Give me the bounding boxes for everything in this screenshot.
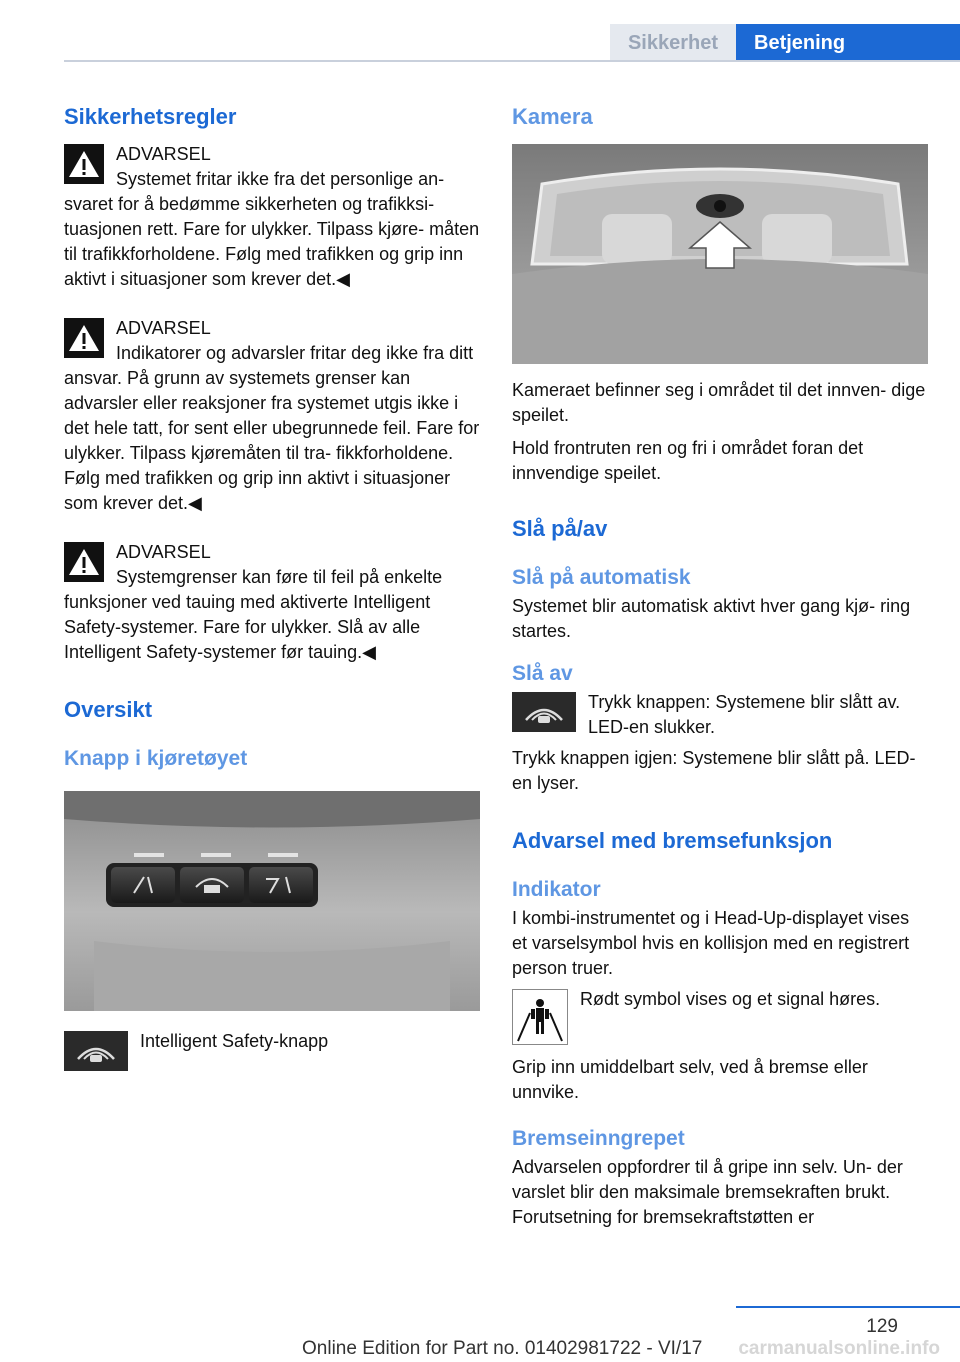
warning-text-first: Indikatorer og advarsler fritar deg ikke fra	[116, 343, 445, 363]
header-tab-section-label: Sikkerhet	[627, 31, 719, 54]
camera-text-1: Kameraet befinner seg i området til det innven‐ dige speilet.	[512, 380, 926, 425]
heading-on-off: Slå på/av	[512, 516, 608, 541]
intelligent-safety-icon	[64, 1031, 128, 1071]
heading-overview: Oversikt	[64, 697, 153, 722]
warning-text-first: Systemgrenser kan føre til feil på enkelte	[116, 567, 443, 587]
grip-text: Grip inn umiddelbart selv, ved å bremse eller unnvike.	[512, 1057, 868, 1102]
warning-block-2	[64, 316, 480, 516]
warning-icon	[64, 542, 104, 582]
button-caption-row	[64, 1031, 480, 1071]
warning-text	[64, 341, 480, 516]
warning-label: ADVARSEL	[116, 318, 211, 338]
heading-brake-warning: Advarsel med bremsefunksjon	[512, 828, 833, 853]
warning-icon	[64, 144, 104, 184]
heading-off: Slå av	[512, 662, 573, 685]
indicator-text: I kombi-instrumentet og i Head-Up-displayet vises et varselsymbol hvis en kollisjon med en registrert person truer.	[512, 908, 910, 978]
left-column	[64, 100, 480, 1071]
warning-text-rest: svaret for å bedømme sikkerheten og trafikksi‐ tuasjonen rett. Fare for ulykker. Tilpass kjøre‐ måten til trafikkforholdene. Følg med trafikken og grip inn aktivt i situasjoner som krever det.◀	[64, 194, 480, 289]
brake-text: Advarselen oppfordrer til å gripe inn selv. Un‐ der varslet blir den maksimale bremsekraften brukt. Forutsetning for bremsekraftstøtten er	[512, 1157, 903, 1227]
right-column	[512, 100, 928, 1230]
camera-text-2: Hold frontruten ren og fri i området foran det innvendige speilet.	[512, 438, 864, 483]
header-tab-section[interactable]	[610, 24, 736, 62]
button-caption: Intelligent Safety-knapp	[140, 1031, 329, 1051]
warning-text-rest: funksjoner ved tauing med aktiverte Intelligent Safety-systemer. Fare for ulykker. Slå av alle Intelligent Safety-systemer før tauing.◀	[64, 592, 431, 662]
warning-text-first: Systemet fritar ikke fra det personlige an‐	[116, 169, 445, 189]
header-tab-active[interactable]	[736, 24, 960, 62]
auto-text: Systemet blir automatisk aktivt hver gang kjø‐ ring startes.	[512, 596, 911, 641]
off-caption-row	[512, 692, 928, 740]
camera-photo	[512, 144, 928, 364]
page-number: 129	[866, 1316, 898, 1337]
warning-block-3	[64, 540, 480, 665]
warning-text-rest: ditt ansvar. På grunn av systemets grenser kan advarsler eller reaksjoner fra systemet utgis ikke i det hele tatt, for sent eller ubegrunnede feil. Fare for ulykker. Tilpass kjøremåten til tra‐ fikkforholdene. Følg med trafikken og grip inn aktivt i situasjoner som krever det.◀	[64, 343, 480, 513]
button-photo	[64, 791, 480, 1011]
heading-indicator: Indikator	[512, 878, 601, 901]
intelligent-safety-icon	[512, 692, 576, 732]
red-symbol-caption: Rødt symbol vises og et signal høres.	[580, 989, 881, 1009]
heading-safety-rules: Sikkerhetsregler	[64, 104, 237, 129]
warning-icon	[64, 318, 104, 358]
warning-text	[64, 565, 480, 665]
pedestrian-warning-icon	[512, 989, 568, 1045]
heading-brake-intervention: Bremseinngrepet	[512, 1127, 685, 1150]
warning-label: ADVARSEL	[116, 542, 211, 562]
header-divider	[64, 60, 960, 62]
heading-camera: Kamera	[512, 104, 593, 129]
footer-divider	[736, 1306, 960, 1308]
red-symbol-row	[512, 989, 928, 1045]
header-tab-active-label: Betjening	[754, 31, 846, 54]
watermark: carmanualsonline.info	[738, 1338, 940, 1359]
heading-vehicle-button: Knapp i kjøretøyet	[64, 747, 248, 770]
off-text: Trykk knappen igjen: Systemene blir slått på. LED-en lyser.	[512, 748, 916, 793]
edition-text: Online Edition for Part no. 01402981722 - VI/17	[302, 1338, 703, 1359]
warning-block-1	[64, 142, 480, 292]
warning-text	[64, 167, 480, 292]
off-caption: Trykk knappen: Systemene blir slått av. LED-en slukker.	[588, 692, 901, 737]
warning-label: ADVARSEL	[116, 144, 211, 164]
heading-auto-on: Slå på automatisk	[512, 566, 691, 589]
